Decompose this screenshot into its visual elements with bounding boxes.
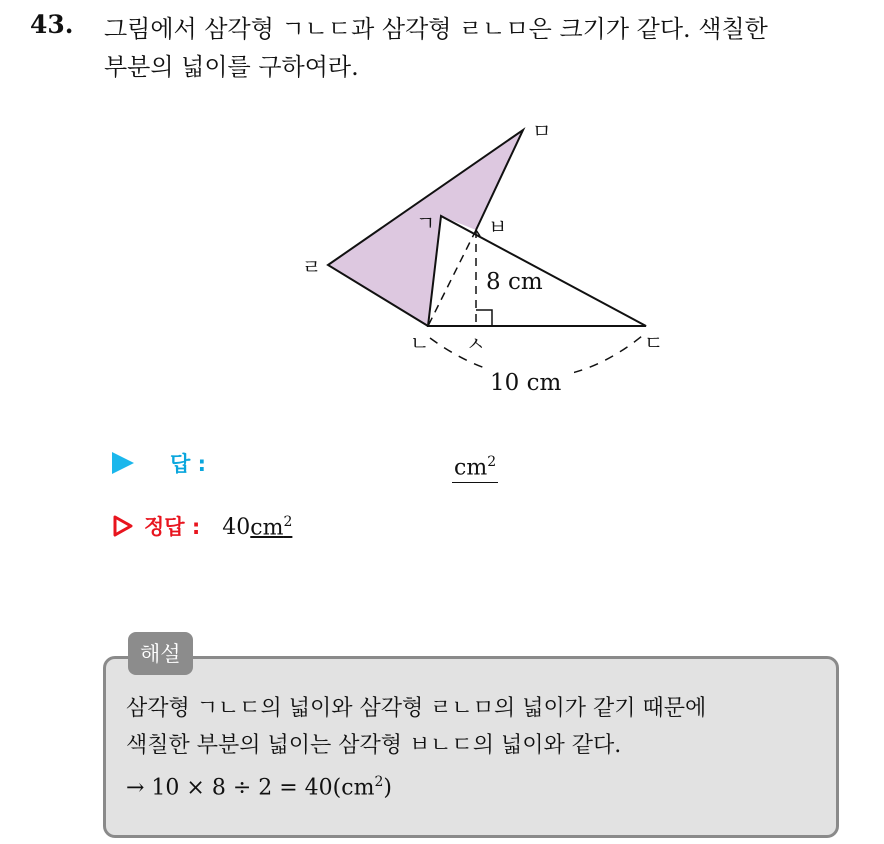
outline-triangle-icon xyxy=(112,514,134,538)
right-angle-mark xyxy=(476,310,492,326)
label-m: ㅁ xyxy=(532,119,552,143)
height-label: 8 cm xyxy=(486,269,543,295)
correct-answer-value: 40 xyxy=(222,515,251,540)
correct-answer-row xyxy=(112,510,292,541)
question-line-1: 그림에서 삼각형 ㄱㄴㄷ과 삼각형 ㄹㄴㅁ은 크기가 같다. 색칠한 xyxy=(104,15,768,43)
solution-text xyxy=(126,690,826,806)
correct-answer-label: 정답 : xyxy=(144,515,201,539)
correct-answer-unit-exponent: 2 xyxy=(283,513,293,530)
base-label: 10 cm xyxy=(490,370,562,396)
answer-row xyxy=(112,448,206,478)
solution-formula: → 10 × 8 ÷ 2 = 40(cm xyxy=(126,775,375,801)
question-number: 43. xyxy=(30,10,74,39)
question-text xyxy=(104,10,864,86)
label-g: ㄱ xyxy=(416,211,436,235)
answer-unit: cm xyxy=(454,455,488,481)
label-n: ㄴ xyxy=(410,331,430,355)
filled-triangle-icon xyxy=(112,452,134,474)
solution-line-1: 삼각형 ㄱㄴㄷ의 넓이와 삼각형 ㄹㄴㅁ의 넓이가 같기 때문에 xyxy=(126,696,707,721)
solution-line-2: 색칠한 부분의 넓이는 삼각형 ㅂㄴㄷ의 넓이와 같다. xyxy=(126,733,622,758)
answer-label: 답 : xyxy=(170,452,206,476)
solution-line-3 xyxy=(126,764,826,806)
solution-formula-exponent: 2 xyxy=(374,774,384,790)
answer-blank[interactable] xyxy=(452,448,498,483)
solution-tag: 해설 xyxy=(128,632,193,675)
solution-formula-end: ) xyxy=(383,775,392,801)
label-s: ㅅ xyxy=(466,332,486,356)
label-b: ㅂ xyxy=(488,215,508,239)
label-r: ㄹ xyxy=(302,255,322,279)
triangle-figure xyxy=(290,118,670,408)
correct-answer-unit-wrap xyxy=(250,514,292,540)
question-line-2: 부분의 넓이를 구하여라. xyxy=(104,53,359,81)
correct-answer-unit: cm xyxy=(250,515,284,540)
label-d: ㄷ xyxy=(644,331,664,355)
answer-unit-exponent: 2 xyxy=(487,454,497,470)
